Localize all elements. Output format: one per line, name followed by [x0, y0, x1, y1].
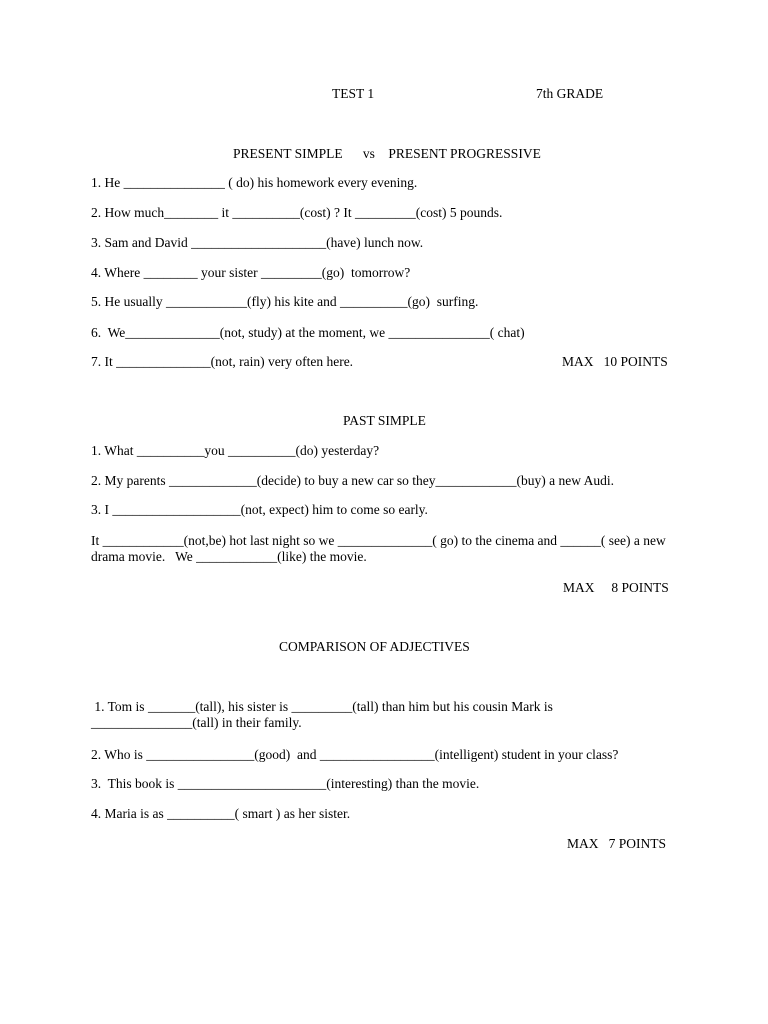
section-title-past: PAST SIMPLE	[343, 413, 426, 428]
grade-label: 7th GRADE	[536, 86, 604, 101]
exercise-item: 2. Who is ________________(good) and _________________(intelligent) student in your class?	[91, 747, 619, 762]
max-points-label: MAX 10 POINTS	[562, 354, 668, 369]
exercise-item: 3. I ___________________(not, expect) him to come so early.	[91, 502, 428, 517]
exercise-item: 3. Sam and David ____________________(have) lunch now.	[91, 235, 424, 250]
exercise-item: 2. My parents _____________(decide) to buy a new car so they____________(buy) a new Audi.	[91, 473, 615, 488]
exercise-item: 1. Tom is _______(tall), his sister is _________(tall) than him but his cousin Mark is _______________(tall) in their family.	[91, 699, 557, 730]
exercise-item: 7. It ______________(not, rain) very often here.	[91, 354, 354, 369]
exercise-item: 6. We______________(not, study) at the moment, we _______________( chat)	[91, 325, 525, 340]
exercise-item: 2. How much________ it __________(cost) ? It _________(cost) 5 pounds.	[91, 205, 503, 220]
section-title-present: PRESENT SIMPLE vs PRESENT PROGRESSIVE	[233, 146, 541, 161]
exercise-item: 4. Where ________ your sister _________(go) tomorrow?	[91, 265, 411, 280]
test-title: TEST 1	[332, 86, 375, 101]
exercise-paragraph: It ____________(not,be) hot last night so we ______________( go) to the cinema and ______( see) a new drama movie. We ____________(like) the movie.	[91, 533, 670, 564]
max-points-label: MAX 7 POINTS	[567, 836, 667, 851]
max-points-label: MAX 8 POINTS	[563, 580, 669, 595]
exercise-item: 5. He usually ____________(fly) his kite and __________(go) surfing.	[91, 294, 479, 309]
section-title-comparison: COMPARISON OF ADJECTIVES	[279, 639, 470, 654]
exercise-item: 1. What __________you __________(do) yesterday?	[91, 443, 380, 458]
exercise-item: 4. Maria is as __________( smart ) as her sister.	[91, 806, 351, 821]
exercise-item: 3. This book is ______________________(interesting) than the movie.	[91, 776, 480, 791]
exercise-item: 1. He _______________ ( do) his homework every evening.	[91, 175, 418, 190]
